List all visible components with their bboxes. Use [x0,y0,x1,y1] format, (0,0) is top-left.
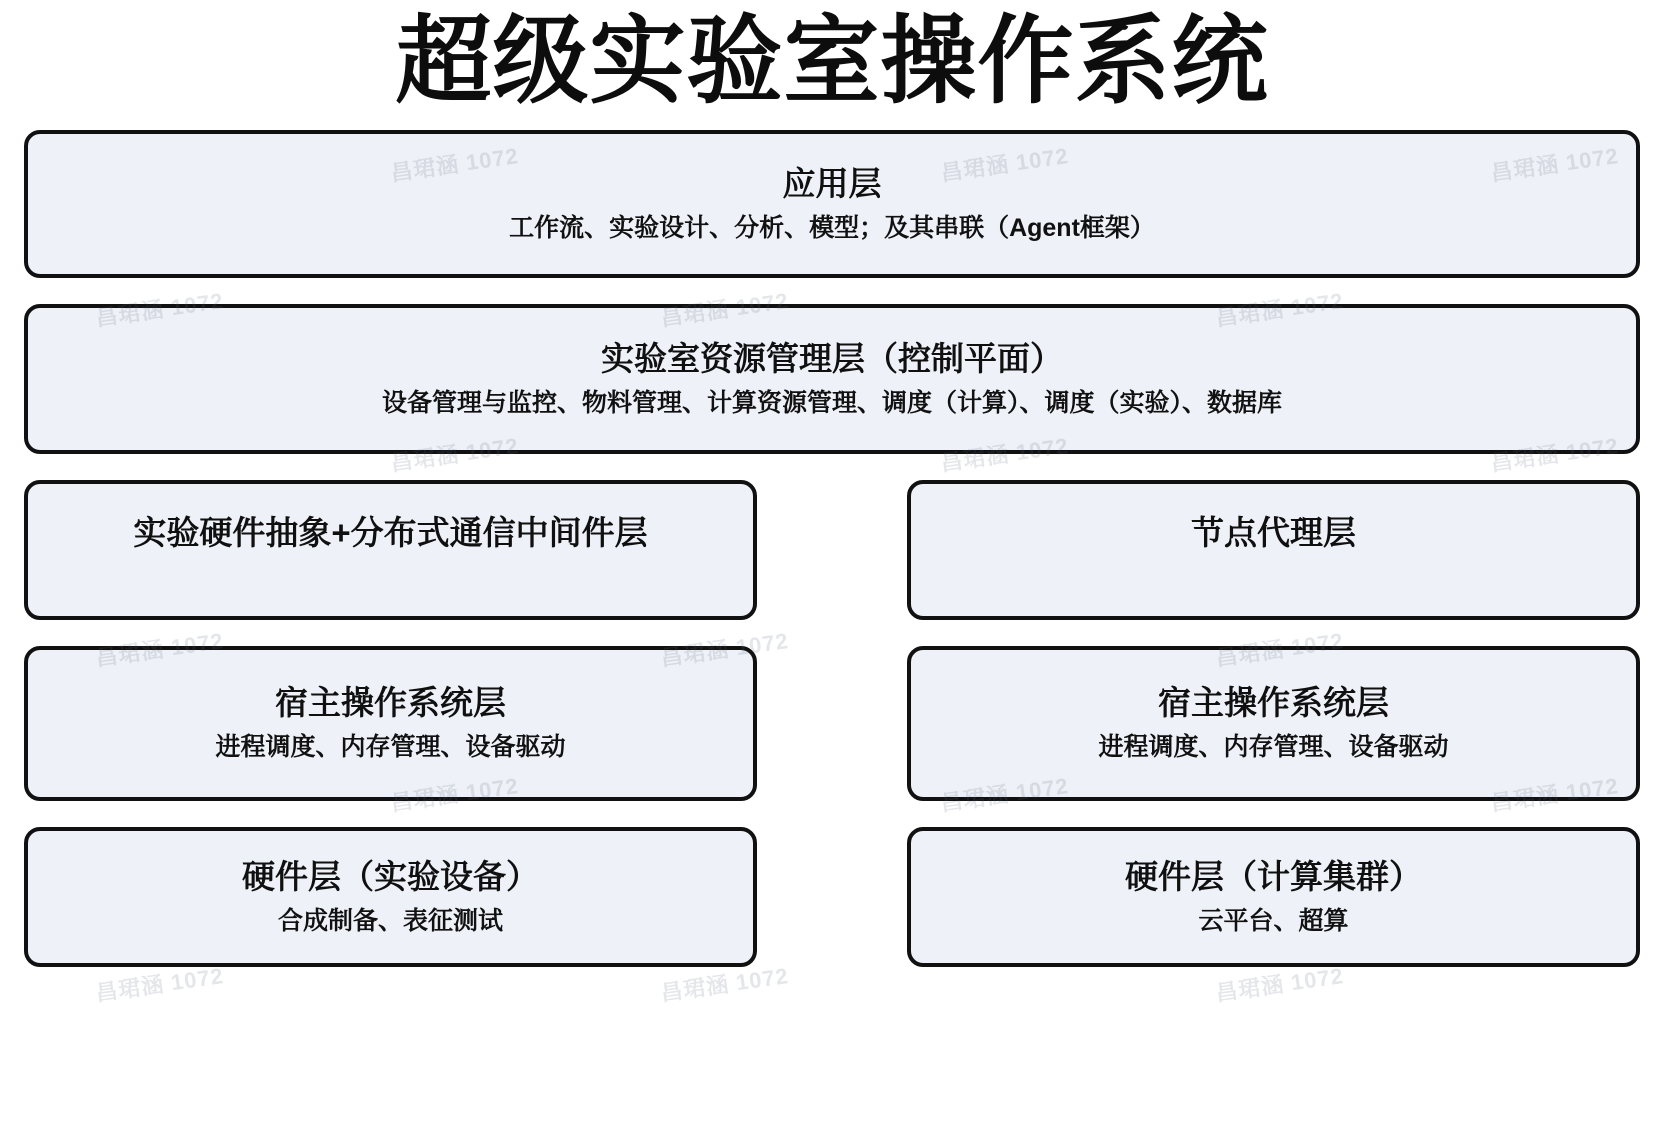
layer-hardware-abstraction-middleware-title: 实验硬件抽象+分布式通信中间件层 [133,513,648,551]
watermark: 昌珺涵 1072 [939,433,1071,476]
row-host-os [24,646,1640,801]
layer-host-os-right-subtitle: 进程调度、内存管理、设备驱动 [1098,733,1449,762]
watermark: 昌珺涵 1072 [389,433,521,476]
layer-hardware-compute-cluster-title: 硬件层（计算集群） [1125,857,1422,895]
layer-host-os-left [24,646,757,801]
row-hardware [24,827,1640,967]
layer-host-os-right [907,646,1640,801]
watermark: 1072 [734,628,791,661]
watermark: 昌珺涵 1072 [1489,433,1621,476]
layer-node-agent [907,480,1640,620]
layer-host-os-left-title: 宿主操作系统层 [275,684,506,722]
layer-resource-management-subtitle: 设备管理与监控、物料管理、计算资源管理、调度（计算）、调度（实验）、数据库 [381,388,1282,417]
layer-resource-management [24,304,1640,454]
watermark: 昌珺涵 1072 [94,963,226,1006]
row-middleware [24,480,1640,620]
layer-host-os-right-title: 宿主操作系统层 [1158,684,1389,722]
layer-hardware-equipment-title: 硬件层（实验设备） [242,857,539,895]
diagram-canvas [0,8,1664,1128]
layer-application [24,130,1640,278]
layer-hardware-compute-cluster-subtitle: 云平台、超算 [1198,906,1349,935]
watermark: 昌珺涵 1072 [1214,963,1346,1006]
watermark: 昌珺涵 1072 [659,963,791,1006]
layer-hardware-equipment [24,827,757,967]
layer-application-subtitle: 工作流、实验设计、分析、模型；及其串联（Agent框架） [509,213,1155,242]
layer-hardware-compute-cluster [907,827,1640,967]
page-title: 超级实验室操作系统 [395,8,1269,115]
layer-node-agent-title: 节点代理层 [1191,513,1356,551]
layer-application-title: 应用层 [782,164,882,202]
layer-hardware-equipment-subtitle: 合成制备、表征测试 [277,906,503,935]
layer-hardware-abstraction-middleware [24,480,757,620]
layer-resource-management-title: 实验室资源管理层（控制平面） [601,339,1063,377]
layer-host-os-left-subtitle: 进程调度、内存管理、设备驱动 [215,733,566,762]
